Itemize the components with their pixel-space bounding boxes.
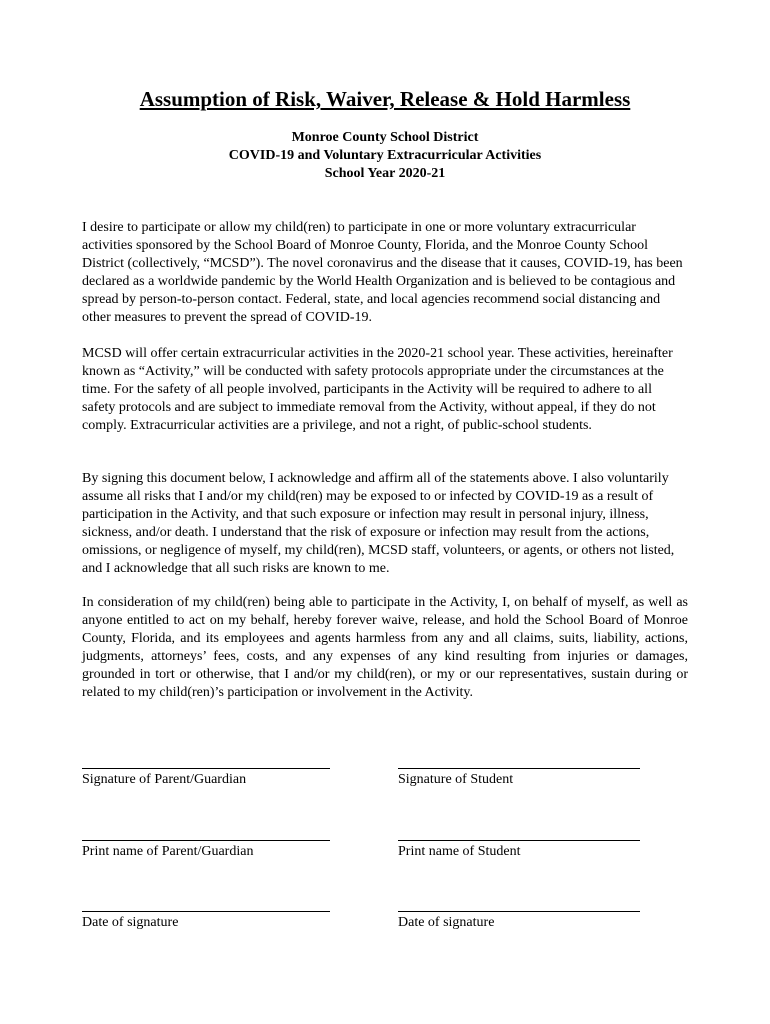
parent-signature-label: Signature of Parent/Guardian: [82, 772, 247, 787]
student-print-name-label: Print name of Student: [398, 844, 521, 859]
parent-date-line[interactable]: [82, 911, 330, 912]
release-paragraph: In consideration of my child(ren) being able to participate in the Activity, I, on behalf of myself, as well as anyone entitled to act on my behalf, hereby forever waive, release, and hold the School Board of Monroe County, Florida, and its employees and agents harmless from any and all claims, suits, liability, actions, judgments, attorneys’ fees, costs, and any expenses of any kind resulting from injuries or damages, grounded in tort or otherwise, that I and/or my child(ren), or my or our representatives, sustain during or related to my child(ren)’s participation or involvement in the Activity.: [82, 595, 688, 700]
intro-paragraph: I desire to participate or allow my child(ren) to participate in one or more voluntary extracurricular activities sponsored by the School Board of Monroe County, Florida, and the Monroe County School District (collectively, “MCSD”). The novel coronavirus and the disease that it causes, COVID-19, has been declared as a worldwide pandemic by the World Health Organization and is believed to be contagious and spread by person-to-person contact. Federal, state, and local agencies recommend social distancing and other measures to prevent the spread of COVID-19.: [82, 220, 683, 325]
parent-print-name-line[interactable]: [82, 840, 330, 841]
program-name: COVID-19 and Voluntary Extracurricular Activities: [228, 148, 542, 163]
acknowledgement-paragraph: By signing this document below, I acknowledge and affirm all of the statements above. I also voluntarily assume all risks that I and/or my child(ren) may be exposed to or infected by COVID-19 as a result of participation in the Activity, and that such exposure or infection may result in personal injury, illness, sickness, and/or death. I understand that the risk of exposure or infection may result from the actions, omissions, or negligence of myself, my child(ren), MCSD staff, volunteers, or agents, or others not listed, and I acknowledge that all such risks are known to me.: [82, 471, 675, 576]
district-name: Monroe County School District: [291, 130, 479, 145]
student-date-label: Date of signature: [398, 915, 495, 930]
student-signature-label: Signature of Student: [398, 772, 514, 787]
student-date-line[interactable]: [398, 911, 640, 912]
parent-signature-line[interactable]: [82, 768, 330, 769]
parent-print-name-label: Print name of Parent/Guardian: [82, 844, 254, 859]
activity-paragraph: MCSD will offer certain extracurricular activities in the 2020-21 school year. These activities, hereinafter known as “Activity,” will be conducted with safety protocols appropriate under the circumstances at the time. For the safety of all people involved, participants in the Activity will be required to adhere to all safety protocols and are subject to immediate removal from the Activity, without appeal, if they do not comply. Extracurricular activities are a privilege, and not a right, of public-school students.: [82, 346, 673, 433]
student-print-name-line[interactable]: [398, 840, 640, 841]
document-title: Assumption of Risk, Waiver, Release & Hold Harmless: [139, 87, 631, 111]
school-year: School Year 2020-21: [324, 166, 446, 181]
student-signature-line[interactable]: [398, 768, 640, 769]
parent-date-label: Date of signature: [82, 915, 179, 930]
